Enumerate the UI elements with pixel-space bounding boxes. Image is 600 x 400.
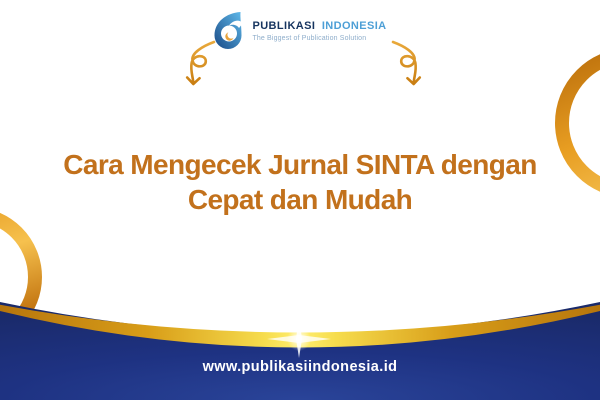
logo <box>0 11 600 52</box>
page-title-line2: Cepat dan Mudah <box>187 184 413 215</box>
brand-name-primary: PUBLIKASI <box>252 20 316 33</box>
logo-text <box>252 20 386 43</box>
page-title <box>0 147 600 217</box>
brand-name <box>252 20 386 33</box>
page-title-line1: Cara Mengecek Jurnal SINTA dengan <box>63 149 537 180</box>
curly-arrow-left-icon <box>184 40 226 98</box>
website-url: www.publikasiindonesia.id <box>202 359 398 375</box>
curly-arrow-right-icon <box>381 40 423 98</box>
brand-tagline: The Biggest of Publication Solution <box>252 34 367 42</box>
brand-name-secondary: INDONESIA <box>321 20 387 33</box>
